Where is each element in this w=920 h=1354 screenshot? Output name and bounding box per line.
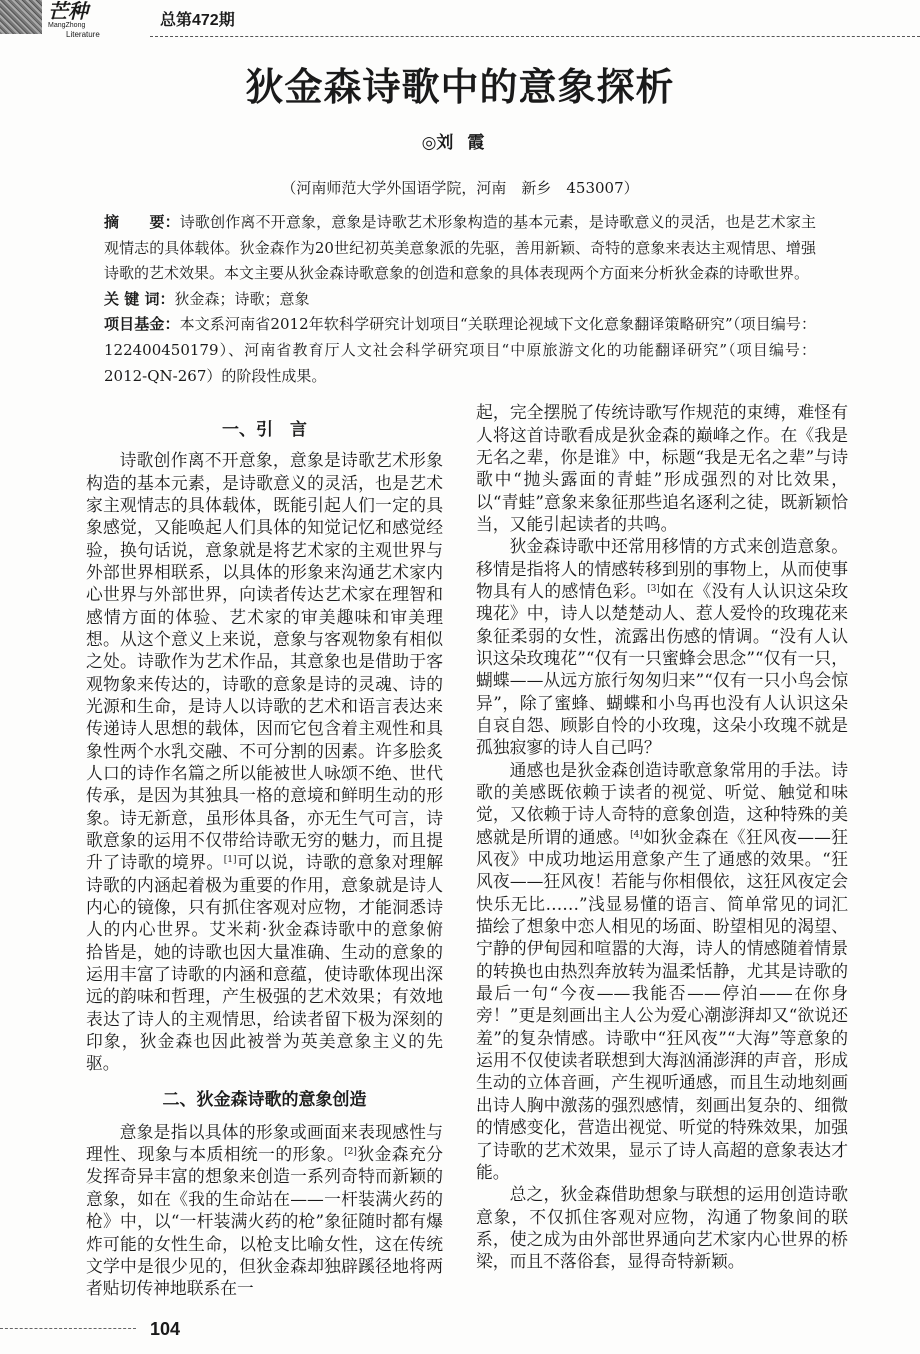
- header-texture: [0, 0, 42, 34]
- abstract-block: [104, 210, 816, 389]
- logo-cn: 芒种: [48, 0, 88, 23]
- page-header: [0, 0, 920, 46]
- paragraph-text: 狄金森充分发挥奇异丰富的想象来创造一系列奇特而新颖的意象，如在《我的生命站在——一杆装满火药的枪》中，以“一杆装满火药的枪”象征随时都有爆炸可能的女性生命，以枪支比喻女性，这在传统文学中是很少见的，但狄金森却独辟蹊径地将两者贴切传神地联系在一: [86, 1144, 443, 1299]
- header-divider: [150, 36, 920, 37]
- fund-label: 项目基金：: [104, 315, 180, 334]
- page-footer: [0, 1318, 920, 1354]
- citation: [2]: [344, 1147, 357, 1158]
- author-mark: ◎: [421, 133, 437, 153]
- paragraph-text: 狄金森诗歌中还常用移情的方式来创造意象。移情是指将人的情感转移到别的事物上，从而使事物具有人的感情色彩。: [476, 536, 848, 601]
- author-name: 刘霞: [436, 133, 499, 153]
- paragraph-text: 通感也是狄金森创造诗歌意象常用的手法。诗歌的美感既依赖于读者的视觉、听觉、触觉和味觉，又依赖于诗人奇特的意象创造，这种特殊的美感就是所谓的通感。: [476, 759, 848, 847]
- affiliation: （河南师范大学外国语学院，河南 新乡 453007）: [281, 179, 639, 197]
- keywords: 狄金森；诗歌；意象: [174, 289, 310, 308]
- paragraph-text: 如在《没有人认识这朵玫瑰花》中，诗人以楚楚动人、惹人爱怜的玫瑰花来象征柔弱的女性，流露出伤感的情调。“没有人认识这朵玫瑰花”“仅有一只蜜蜂会思念”“仅有一只，蝴蝶——从远方旅行匆匆归来”“仅有一只小鸟会惊异”，除了蜜蜂、蝴蝶和小鸟再也没有人认识这朵自哀自怨、顾影自怜的小玫瑰，这朵小玫瑰不就是孤独寂寥的诗人自己吗？: [476, 580, 848, 758]
- paragraph: 总之，狄金森借助想象与联想的运用创造诗歌意象，不仅抓住客观对应物，沟通了物象间的联系，使之成为由外部世界通向艺术家内心世界的桥梁，而且不落俗套，显得奇特新颖。: [476, 1184, 848, 1272]
- paragraph-text: 诗歌创作离不开意象，意象是诗歌艺术形象构造的基本元素，是诗歌意义的灵活，也是艺术家主观情志的具体载体，既能引起人们一定的具象感觉，又能唤起人们具体的知觉记忆和感觉经验，换句话说，意象就是将艺术家的主观世界与外部世界相联系，以具体的形象来沟通艺术家内心世界与外部世界，向读者传达艺术家在理智和感情方面的体验、艺术家的审美趣味和审美理想。从这个意义上来说，意象与客观物象有相似之处。诗歌作为艺术作品，其意象也是借助于客观物象来传达的，诗歌的意象是诗的灵魂、诗的光源和生命，是诗人以诗歌的艺术和语言表达来传递诗人思想的载体，因而它包含着主观性和具象性两个水乳交融、不可分割的因素。许多脍炙人口的诗作名篇之所以能被世人咏颂不绝、世代传承，是因为其独具一格的意境和鲜明生动的形象。诗无新意，虽形体具备，亦无生气可言，诗歌意象的运用不仅带给诗歌无穷的魅力，而且提升了诗歌的境界。: [86, 450, 443, 873]
- abstract-label: 摘 要：: [104, 213, 180, 231]
- logo-en-1: MangZhong: [48, 22, 86, 29]
- citation: [1]: [223, 855, 237, 866]
- right-column: [476, 401, 848, 1272]
- paragraph-text: 意象是指以具体的形象或画面来表现感性与理性、现象与本质相统一的形象。: [86, 1121, 443, 1165]
- footer-divider: [0, 1328, 136, 1329]
- issue-number: 总第472期: [160, 12, 235, 29]
- paragraph: 起，完全摆脱了传统诗歌写作规范的束缚，难怪有人将这首诗歌看成是狄金森的巅峰之作。在《我是无名之辈，你是谁》中，标题“我是无名之辈”与诗歌中“抛头露面的青蛙”形成强烈的对比效果，以“青蛙”意象来象征那些追名逐利之徒，既新颖恰当，又能引起读者的共鸣。: [476, 402, 848, 534]
- section-heading-intro: 一、引 言: [222, 420, 307, 441]
- paragraph: [476, 535, 848, 758]
- paragraph-text: 可以说，诗歌的意象对理解诗歌的内涵起着极为重要的作用，意象就是诗人内心的镜像，只有抓住客观对应物，才能洞悉诗人的内心世界。艾米莉·狄金森诗歌中的意象俯拾皆是，她的诗歌也因大量准确、生动的意象的运用丰富了诗歌的内涵和意蕴，使诗歌体现出深远的韵味和哲理，产生极强的艺术效果；有效地表达了诗人的主观情思，给读者留下极为深刻的印象，狄金森也因此被誉为英美意象主义的先驱。: [86, 852, 443, 1074]
- author-line: [0, 132, 920, 154]
- citation: [3]: [647, 583, 660, 594]
- page-number: 104: [150, 1318, 181, 1339]
- paragraph: [86, 449, 443, 1075]
- section-heading-creation: 二、狄金森诗歌的意象创造: [162, 1089, 367, 1110]
- fund-text: 本文系河南省2012年软科学研究计划项目“关联理论视域下文化意象翻译策略研究”（项目编号：122400450179）、河南省教育厅人文社会科学研究项目“中原旅游文化的功能翻译研究”（项目编号：2012-QN-267）的阶段性成果。: [104, 315, 816, 385]
- logo-en-2: Literature: [66, 30, 100, 39]
- paragraph: [476, 759, 848, 1184]
- citation: [4]: [630, 829, 643, 840]
- left-column: [86, 401, 443, 1299]
- keywords-label: 关 键 词：: [104, 289, 175, 308]
- article-title: 狄金森诗歌中的意象探析: [245, 64, 675, 109]
- paragraph: [86, 1121, 443, 1300]
- journal-logo: [48, 0, 148, 40]
- body-columns: [0, 401, 920, 1299]
- abstract-text: 诗歌创作离不开意象，意象是诗歌艺术形象构造的基本元素，是诗歌意义的灵活，也是艺术家主观情志的具体载体。狄金森作为20世纪初英美意象派的先驱，善用新颖、奇特的意象来表达主观情思、增强诗歌的艺术效果。本文主要从狄金森诗歌意象的创造和意象的具体表现两个方面来分析狄金森的诗歌世界。: [104, 213, 816, 283]
- paragraph-text: 如狄金森在《狂风夜——狂风夜》中成功地运用意象产生了通感的效果。“狂风夜——狂风夜！若能与你相偎依，这狂风夜定会快乐无比……”浅显易懂的语言、简单常见的词汇描绘了想象中恋人相见的场面、盼望相见的渴望、宁静的伊甸园和喧嚣的大海，诗人的情感随着情景的转换也由热烈奔放转为温柔恬静，尤其是诗歌的最后一句“今夜——我能否——停泊——在你身旁！”更是刻画出主人公为爱心潮澎湃却又“欲说还羞”的复杂情感。诗歌中“狂风夜”“大海”等意象的运用不仅使读者联想到大海汹涌澎湃的声音，形成生动的立体音画，产生视听通感，而且生动地刻画出诗人胸中激荡的强烈感情，刻画出复杂的、细微的情感变化，营造出视觉、听觉的特殊效果，加强了诗歌的艺术效果，显示了诗人高超的意象表达才能。: [476, 826, 848, 1182]
